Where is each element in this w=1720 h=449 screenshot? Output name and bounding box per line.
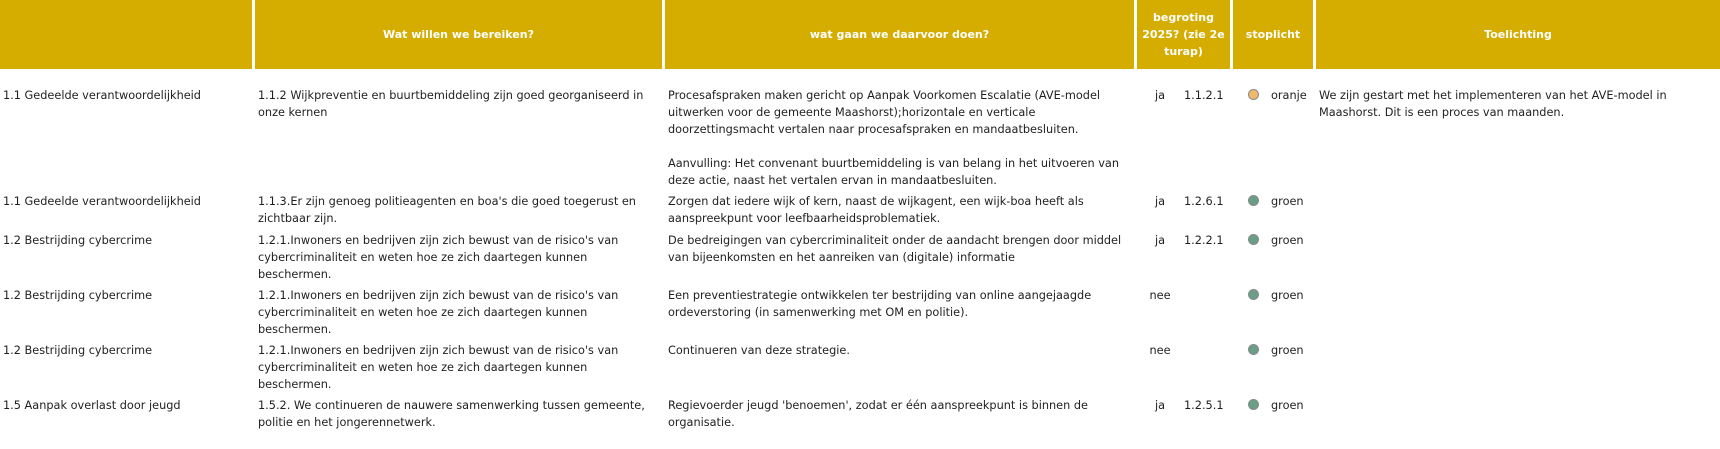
cell-code: 1.2.5.1: [1184, 399, 1224, 412]
cell-thema: 1.1 Gedeelde verantwoordelijkheid: [3, 89, 201, 102]
cell-toelichting: [1316, 338, 1720, 393]
cell-stoplicht: [1233, 228, 1316, 283]
status-dot-icon: [1248, 399, 1259, 410]
cell-stoplicht: [1233, 338, 1316, 393]
cell-thema: 1.2 Bestrijding cybercrime: [3, 289, 153, 302]
status-label: groen: [1271, 289, 1304, 302]
cell-stoplicht: [1233, 283, 1316, 338]
status-label: oranje: [1271, 89, 1307, 102]
status-dot-icon: [1248, 344, 1259, 355]
cell-stoplicht: [1233, 189, 1316, 228]
cell-begroting-value: ja: [1154, 195, 1166, 208]
cell-begroting: [1137, 189, 1233, 228]
header-begroting: begroting 2025? (zie 2e turap): [1137, 0, 1233, 69]
cell-actie: Een preventiestrategie ontwikkelen ter bestrijding van online aangejaagde ordeverstoring (in samenwerking met OM en politie).: [668, 289, 1092, 319]
status-dot-icon: [1248, 289, 1259, 300]
cell-begroting: [1137, 338, 1233, 393]
header-stoplicht: stoplicht: [1233, 0, 1316, 69]
cell-toelichting: [1316, 228, 1720, 283]
cell-code: 1.2.6.1: [1184, 195, 1224, 208]
header-doel: Wat willen we bereiken?: [255, 0, 665, 69]
cell-begroting: [1137, 228, 1233, 283]
cell-doel: 1.5.2. We continueren de nauwere samenwerking tussen gemeente, politie en het jongerennetwerk.: [258, 399, 645, 429]
cell-thema: 1.5 Aanpak overlast door jeugd: [3, 399, 181, 412]
status-dot-icon: [1248, 89, 1259, 100]
cell-toelichting: [1316, 283, 1720, 338]
cell-stoplicht: [1233, 69, 1316, 189]
status-label: groen: [1271, 195, 1304, 208]
cell-doel: 1.1.3.Er zijn genoeg politieagenten en boa's die goed toegerust en zichtbaar zijn.: [258, 195, 636, 225]
header-actie: wat gaan we daarvoor doen?: [665, 0, 1137, 69]
cell-stoplicht: [1233, 393, 1316, 449]
table-row: [0, 228, 1720, 283]
table-row: [0, 283, 1720, 338]
cell-doel: 1.2.1.Inwoners en bedrijven zijn zich bewust van de risico's van cybercriminaliteit en weten hoe ze zich daartegen kunnen beschermen.: [258, 289, 619, 336]
table-row: [0, 189, 1720, 228]
cell-doel: 1.2.1.Inwoners en bedrijven zijn zich bewust van de risico's van cybercriminaliteit en weten hoe ze zich daartegen kunnen beschermen.: [258, 234, 619, 281]
cell-actie: De bedreigingen van cybercriminaliteit onder de aandacht brengen door middel van bijeenkomsten en het aanreiken van (digitale) informatie: [668, 234, 1122, 264]
cell-begroting-value: ja: [1154, 234, 1166, 247]
header-toelichting: Toelichting: [1316, 0, 1720, 69]
cell-actie-aanvulling: Aanvulling: Het convenant buurtbemiddeling is van belang in het uitvoeren van deze actie, naast het vertalen ervan in mandaatbesluiten.: [668, 157, 1120, 187]
cell-thema: 1.2 Bestrijding cybercrime: [3, 344, 153, 357]
cell-doel: 1.1.2 Wijkpreventie en buurtbemiddeling zijn goed georganiseerd in onze kernen: [258, 89, 644, 119]
header-thema: [0, 0, 255, 69]
header-row: [0, 0, 1720, 69]
table-row: [0, 69, 1720, 189]
cell-begroting-value: nee: [1149, 289, 1171, 302]
status-label: groen: [1271, 234, 1304, 247]
cell-begroting: [1137, 69, 1233, 189]
table-row: [0, 393, 1720, 449]
cell-begroting-value: nee: [1149, 344, 1171, 357]
table-row: [0, 338, 1720, 393]
status-label: groen: [1271, 399, 1304, 412]
cell-code: 1.2.2.1: [1184, 234, 1224, 247]
cell-actie: Regievoerder jeugd 'benoemen', zodat er één aanspreekpunt is binnen de organisatie.: [668, 399, 1089, 429]
cell-begroting: [1137, 393, 1233, 449]
cell-toelichting: [1316, 393, 1720, 449]
cell-actie: Continueren van deze strategie.: [668, 344, 850, 357]
cell-begroting-value: ja: [1154, 89, 1166, 102]
status-label: groen: [1271, 344, 1304, 357]
cell-toelichting: [1316, 189, 1720, 228]
cell-code: 1.1.2.1: [1184, 89, 1224, 102]
cell-thema: 1.2 Bestrijding cybercrime: [3, 234, 153, 247]
cell-actie: [665, 69, 1137, 189]
status-dot-icon: [1248, 234, 1259, 245]
cell-begroting-value: ja: [1154, 399, 1166, 412]
cell-actie-text: Procesafspraken maken gericht op Aanpak Voorkomen Escalatie (AVE-model uitwerken voor de gemeente Maashorst);horizontale en verticale doorzettingsmacht vertalen naar procesafspraken en mandaatbesluiten.: [668, 89, 1101, 136]
cell-doel: 1.2.1.Inwoners en bedrijven zijn zich bewust van de risico's van cybercriminaliteit en weten hoe ze zich daartegen kunnen beschermen.: [258, 344, 619, 391]
cell-thema: 1.1 Gedeelde verantwoordelijkheid: [3, 195, 201, 208]
cell-actie: Zorgen dat iedere wijk of kern, naast de wijkagent, een wijk-boa heeft als aanspreekpunt voor leefbaarheidsproblematiek.: [668, 195, 1084, 225]
cell-toelichting: We zijn gestart met het implementeren van het AVE-model in Maashorst. Dit is een proces van maanden.: [1319, 89, 1667, 119]
status-dot-icon: [1248, 195, 1259, 206]
cell-begroting: [1137, 283, 1233, 338]
